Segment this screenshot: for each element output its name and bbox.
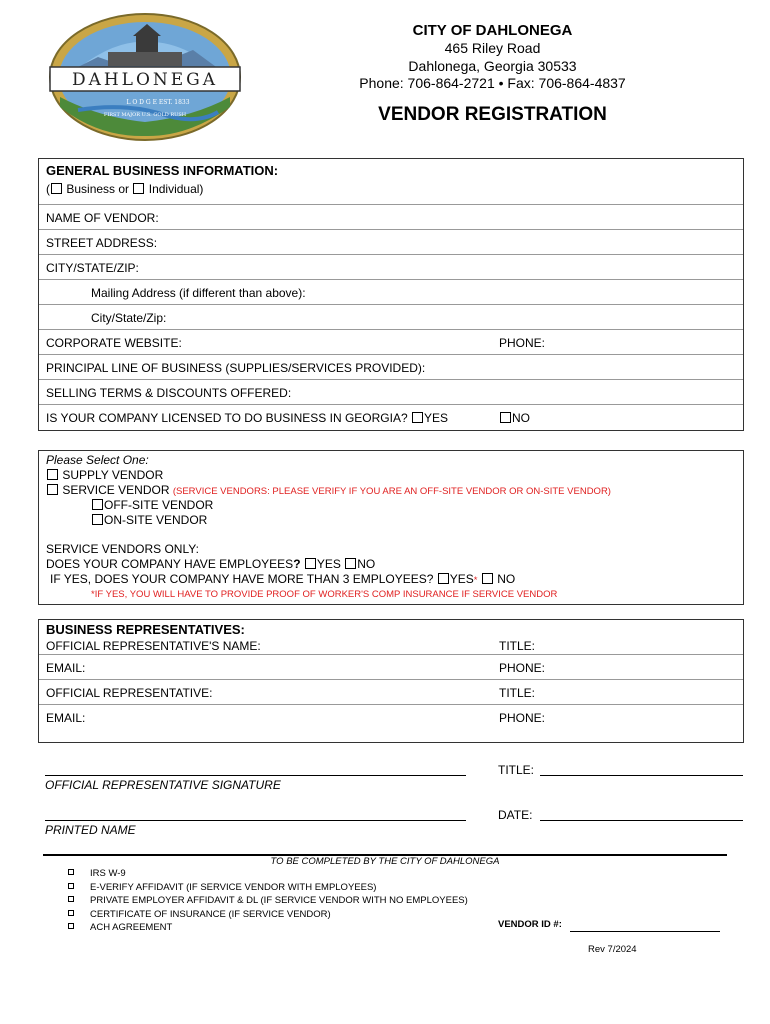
office-checklist xyxy=(68,867,468,935)
business-checkbox[interactable] xyxy=(51,183,62,194)
general-info-section xyxy=(38,158,744,431)
vendor-id-label: VENDOR ID #: xyxy=(498,919,562,930)
more3-no-checkbox[interactable] xyxy=(482,573,493,584)
website-phone-row xyxy=(39,329,743,354)
rep2-email-row xyxy=(39,704,743,742)
select-prompt: Please Select One: xyxy=(46,453,149,467)
offsite-checkbox[interactable] xyxy=(92,499,103,510)
supply-vendor-option: SUPPLY VENDOR xyxy=(46,468,163,483)
office-heading: TO BE COMPLETED BY THE CITY OF DAHLONEGA xyxy=(270,856,500,867)
onsite-option: ON-SITE VENDOR xyxy=(91,513,207,528)
individual-label: Individual) xyxy=(148,182,204,196)
principal-business-field[interactable]: PRINCIPAL LINE OF BUSINESS (SUPPLIES/SERVICES PROVIDED): xyxy=(39,354,743,379)
supply-vendor-checkbox[interactable] xyxy=(47,469,58,480)
reps-heading: BUSINESS REPRESENTATIVES: xyxy=(46,622,245,637)
more3-yes-checkbox[interactable] xyxy=(438,573,449,584)
individual-checkbox[interactable] xyxy=(133,183,144,194)
contact-line: Phone: 706-864-2721 • Fax: 706-864-4837 xyxy=(359,75,626,91)
signature-line[interactable] xyxy=(45,775,466,776)
logo-name: DAHLONEGA xyxy=(71,70,219,90)
employees-no-checkbox[interactable] xyxy=(345,558,356,569)
entity-type: ( Business or Individual) xyxy=(46,182,204,196)
sig-title-line[interactable] xyxy=(540,775,743,776)
city-name: CITY OF DAHLONEGA xyxy=(412,22,573,39)
licensed-no: NO xyxy=(499,411,530,425)
onsite-checkbox[interactable] xyxy=(92,514,103,525)
website-field[interactable]: CORPORATE WEBSITE: xyxy=(46,336,182,350)
revision: Rev 7/2024 xyxy=(588,944,637,955)
more-than-3-question: IF YES, DOES YOUR COMPANY HAVE MORE THAN 3 EMPLOYEES? YES* NO xyxy=(50,572,516,586)
rep1-phone-field[interactable]: PHONE: xyxy=(499,661,546,675)
selling-terms-field[interactable]: SELLING TERMS & DISCOUNTS OFFERED: xyxy=(39,379,743,404)
mailing-csz-field[interactable]: City/State/Zip: xyxy=(39,304,743,329)
licensed-yes-checkbox[interactable] xyxy=(412,412,423,423)
printed-name-label: PRINTED NAME xyxy=(45,823,136,837)
employees-question: DOES YOUR COMPANY HAVE EMPLOYEES? YES NO xyxy=(46,557,376,571)
phone-field[interactable]: PHONE: xyxy=(499,336,546,350)
date-label: DATE: xyxy=(498,808,533,822)
rep1-name-row xyxy=(39,620,743,654)
vendor-name-field[interactable]: NAME OF VENDOR: xyxy=(39,204,743,229)
mailing-address-field[interactable]: Mailing Address (if different than above): xyxy=(39,279,743,304)
offsite-option: OFF-SITE VENDOR xyxy=(91,498,213,513)
business-label: Business or xyxy=(66,182,130,196)
service-vendor-checkbox[interactable] xyxy=(47,484,58,495)
sig-title-label: TITLE: xyxy=(498,763,535,777)
checklist-box[interactable] xyxy=(68,910,74,916)
checklist-box[interactable] xyxy=(68,883,74,889)
licensed-row xyxy=(39,404,743,430)
vendor-type-section xyxy=(38,450,744,605)
checklist-box[interactable] xyxy=(68,869,74,875)
rep2-name-row xyxy=(39,679,743,704)
date-line[interactable] xyxy=(540,820,743,821)
rep1-name-field[interactable]: OFFICIAL REPRESENTATIVE'S NAME: xyxy=(46,639,261,653)
logo-tagline: FIRST MAJOR U.S. GOLD RUSH xyxy=(103,112,187,118)
printed-name-line[interactable] xyxy=(45,820,466,821)
general-heading: GENERAL BUSINESS INFORMATION: xyxy=(46,163,279,178)
checklist-item: ACH AGREEMENT xyxy=(68,921,468,935)
form-title: VENDOR REGISTRATION xyxy=(378,104,607,125)
checklist-item: PRIVATE EMPLOYER AFFIDAVIT & DL (IF SERVICE VENDOR WITH NO EMPLOYEES) xyxy=(68,894,468,908)
street-address-field[interactable]: STREET ADDRESS: xyxy=(39,229,743,254)
checklist-item: IRS W-9 xyxy=(68,867,468,881)
rep1-title-field[interactable]: TITLE: xyxy=(499,639,536,653)
employees-yes-checkbox[interactable] xyxy=(305,558,316,569)
checklist-item: CERTIFICATE OF INSURANCE (IF SERVICE VENDOR) xyxy=(68,908,468,922)
rep2-email-field[interactable]: EMAIL: xyxy=(46,711,86,725)
representatives-section xyxy=(38,619,744,743)
city-state-zip-field[interactable]: CITY/STATE/ZIP: xyxy=(39,254,743,279)
rep1-email-row xyxy=(39,654,743,679)
address-line-2: Dahlonega, Georgia 30533 xyxy=(408,58,577,74)
checklist-item: E-VERIFY AFFIDAVIT (IF SERVICE VENDOR WITH EMPLOYEES) xyxy=(68,881,468,895)
logo-sub: L O D G E EST. 1833 xyxy=(126,99,190,106)
service-vendor-note: (SERVICE VENDORS: PLEASE VERIFY IF YOU ARE AN OFF-SITE VENDOR OR ON-SITE VENDOR) xyxy=(172,486,611,497)
rep2-phone-field[interactable]: PHONE: xyxy=(499,711,546,725)
licensed-no-checkbox[interactable] xyxy=(500,412,511,423)
checklist-box[interactable] xyxy=(68,923,74,929)
address-line-1: 465 Riley Road xyxy=(444,40,541,56)
service-vendor-option: SERVICE VENDOR (SERVICE VENDORS: PLEASE VERIFY IF YOU ARE AN OFF-SITE VENDOR OR ON-SITE VENDOR) xyxy=(46,483,611,499)
rep2-name-field[interactable]: OFFICIAL REPRESENTATIVE: xyxy=(46,686,213,700)
licensed-question: IS YOUR COMPANY LICENSED TO DO BUSINESS IN GEORGIA? YES xyxy=(46,411,449,425)
rep2-title-field[interactable]: TITLE: xyxy=(499,686,536,700)
workers-comp-note: *IF YES, YOU WILL HAVE TO PROVIDE PROOF OF WORKER'S COMP INSURANCE IF SERVICE VENDOR xyxy=(91,589,558,600)
general-header-row xyxy=(39,159,743,204)
city-logo xyxy=(48,12,242,142)
rep1-email-field[interactable]: EMAIL: xyxy=(46,661,86,675)
checklist-box[interactable] xyxy=(68,896,74,902)
signature-label: OFFICIAL REPRESENTATIVE SIGNATURE xyxy=(45,778,281,792)
service-only-label: SERVICE VENDORS ONLY: xyxy=(46,542,199,556)
vendor-id-line[interactable] xyxy=(570,931,720,932)
